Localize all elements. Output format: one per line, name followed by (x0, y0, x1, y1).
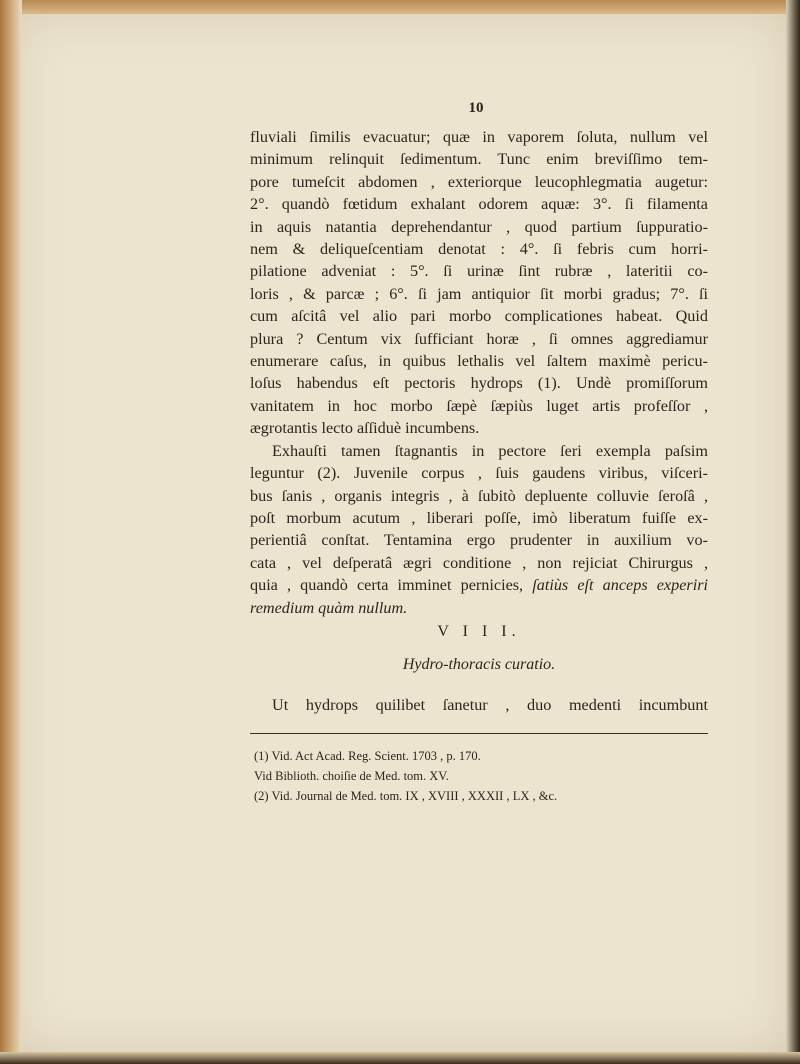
footnote: (1) Vid. Act Acad. Reg. Scient. 1703 , p. 170. (254, 749, 481, 763)
text-line: 2°. quandò fœtidum exhalant odorem aquæ: 3°. ſi filamenta (250, 195, 708, 214)
text-line: ægrotantis lecto aſſiduè incumbens. (250, 419, 480, 438)
footnote-rule (250, 733, 708, 734)
page-edge-bottom (0, 1052, 800, 1064)
page-edge-top (0, 0, 800, 14)
text-line: Ut hydrops quilibet ſanetur , duo medenti incumbunt (272, 696, 708, 714)
paragraph-1 (250, 126, 708, 619)
text-segment: quia , quandò certa imminet pernicies, (250, 576, 524, 595)
text-line: Exhauſti tamen ſtagnantis in pectore ſeri exempla paſsim (272, 441, 708, 460)
footnote: Vid Biblioth. choiſie de Med. tom. XV. (254, 769, 449, 783)
text-line: enumerare caſus, in quibus lethalis vel ſaltem maximè pericu- (250, 352, 708, 371)
section-number: V I I I. (437, 623, 521, 640)
page-edge-right (786, 0, 800, 1064)
text-line-with-italic (250, 574, 708, 596)
footnote: (2) Vid. Journal de Med. tom. IX , XVIII , XXXII , LX , &c. (254, 789, 558, 803)
page-number: 10 (468, 100, 484, 116)
text-line: loſus habendus eſt pectoris hydrops (1). Undè promiſſorum (250, 374, 708, 393)
text-line: cum aſcitâ vel alio pari morbo complicationes habeat. Quid (250, 307, 708, 326)
text-line: bus ſanis , organis integris , à ſubitò depluente colluvie ſeroſâ , (250, 486, 708, 505)
text-line: cata , vel deſperatâ ægri conditione , non rejiciat Chirurgus , (250, 553, 708, 572)
section-title: Hydro-thoracis curatio. (402, 656, 556, 673)
text-line: vanitatem in hoc morbo ſæpè ſæpiùs luget artis profeſſor , (250, 396, 708, 415)
text-line: poſt morbum acutum , liberari poſſe, imò liberatum fuiſſe ex- (250, 508, 708, 527)
text-line: minimum relinquit ſedimentum. Tunc enim breviſſimo tem- (250, 150, 708, 169)
text-line: perientiâ conſtat. Tentamina ergo prudenter in auxilium vo- (250, 531, 708, 550)
text-line: fluviali ſimilis evacuatur; quæ in vaporem ſoluta, nullum vel (250, 128, 708, 146)
text-line: pilatione adveniat : 5°. ſi urinæ ſint rubræ , lateritii co- (250, 262, 708, 281)
text-line: in aquis natantia deprehendantur , quod partium ſuppuratio- (250, 217, 708, 236)
text-line: nem & deliqueſcentiam denotat : 4°. ſi febris cum horri- (250, 240, 708, 259)
italic-line: remedium quàm nullum. (250, 598, 408, 617)
text-line: pore tumeſcit abdomen , exteriorque leucophlegmatia augetur: (250, 172, 708, 191)
paragraph-3 (250, 694, 708, 716)
text-line: loris , & parcæ ; 6°. ſi jam antiquior ſit morbi gradus; 7°. ſi (250, 284, 708, 303)
page-edge-left (0, 0, 22, 1064)
footnotes (254, 746, 708, 806)
text-line: leguntur (2). Juvenile corpus , ſuis gaudens viribus, viſceri- (250, 464, 708, 483)
italic-segment: ſatiùs eſt anceps experiri (523, 576, 708, 595)
text-line: plura ? Centum vix ſufficiant horæ , ſi omnes aggrediamur (250, 329, 708, 348)
